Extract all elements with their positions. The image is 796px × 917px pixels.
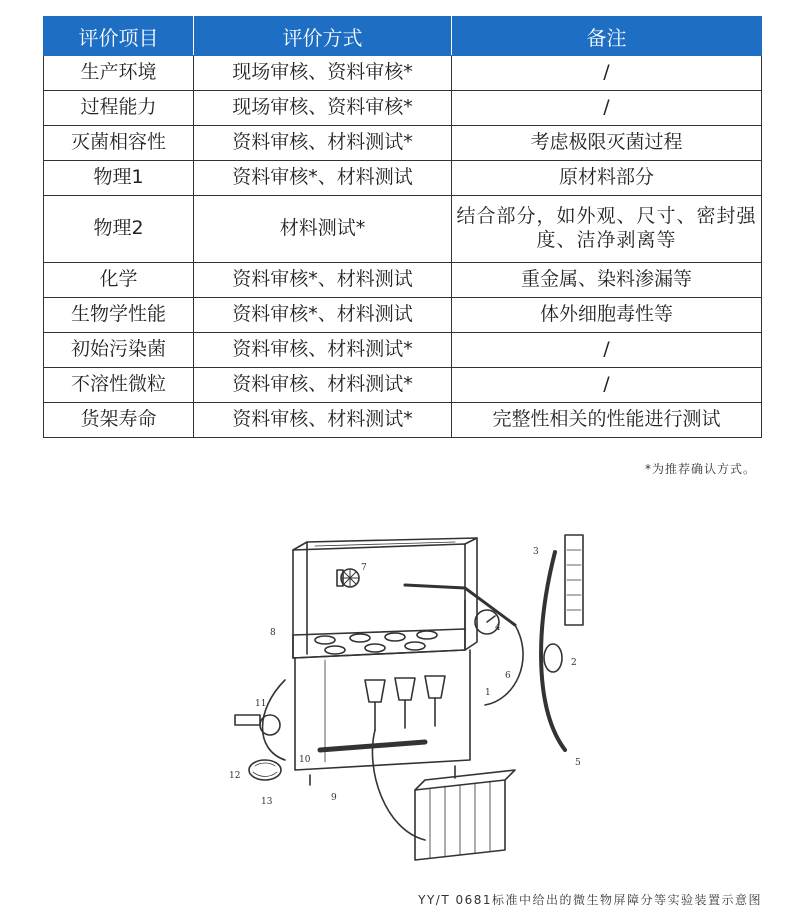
cell-note: 完整性相关的性能进行测试 — [452, 403, 762, 438]
cell-item: 生产环境 — [44, 56, 194, 91]
water-bath — [295, 650, 470, 785]
flowmeter — [541, 535, 583, 750]
cell-method: 现场审核、资料审核* — [194, 56, 452, 91]
cell-item: 货架寿命 — [44, 403, 194, 438]
cell-item: 化学 — [44, 263, 194, 298]
hole-plate — [293, 629, 465, 658]
cell-method: 材料测试* — [194, 196, 452, 263]
cell-note: / — [452, 333, 762, 368]
table-row — [44, 368, 762, 403]
table-row — [44, 196, 762, 263]
figure-label: 2 — [571, 658, 577, 668]
figure-label: 12 — [229, 771, 241, 781]
header-item: 评价项目 — [44, 17, 194, 56]
header-method: 评价方式 — [194, 17, 452, 56]
fan-unit — [337, 569, 359, 587]
figure-label: 6 — [505, 671, 511, 681]
figure-caption: YY/T 0681标准中给出的微生物屏障分等实验装置示意图 — [418, 893, 762, 907]
table-row — [44, 126, 762, 161]
cell-item: 物理2 — [44, 196, 194, 263]
cell-item: 过程能力 — [44, 91, 194, 126]
figure-label: 9 — [331, 793, 337, 803]
table-row — [44, 298, 762, 333]
header-note: 备注 — [452, 17, 762, 56]
cell-item: 灭菌相容性 — [44, 126, 194, 161]
pipe-system — [263, 585, 524, 840]
table-header-row — [44, 17, 762, 56]
evaluation-table — [43, 16, 762, 438]
cell-note: / — [452, 56, 762, 91]
footnote: *为推荐确认方式。 — [644, 462, 756, 476]
figure-label: 3 — [533, 547, 539, 557]
glass-cabinet — [293, 538, 477, 658]
test-containers — [365, 676, 445, 730]
cell-method: 资料审核*、材料测试 — [194, 298, 452, 333]
cell-method: 资料审核、材料测试* — [194, 333, 452, 368]
cell-item: 物理1 — [44, 161, 194, 196]
cell-note: / — [452, 368, 762, 403]
cell-note: 考虑极限灭菌过程 — [452, 126, 762, 161]
table-row — [44, 161, 762, 196]
table-row — [44, 263, 762, 298]
figure-label: 4 — [495, 623, 501, 633]
figure-label: 8 — [270, 628, 276, 638]
table-row — [44, 56, 762, 91]
table-row — [44, 91, 762, 126]
cell-item: 初始污染菌 — [44, 333, 194, 368]
apparatus-figure — [215, 530, 595, 875]
figure-label: 10 — [299, 755, 311, 765]
control-boxes — [415, 770, 515, 860]
cell-method: 资料审核、材料测试* — [194, 368, 452, 403]
figure-label: 1 — [485, 688, 491, 698]
figure-label: 5 — [575, 758, 581, 768]
cell-item: 生物学性能 — [44, 298, 194, 333]
cell-item: 不溶性微粒 — [44, 368, 194, 403]
table-row — [44, 403, 762, 438]
cell-method: 资料审核、材料测试* — [194, 403, 452, 438]
cell-method: 资料审核*、材料测试 — [194, 263, 452, 298]
figure-label: 13 — [261, 797, 273, 807]
cell-note: 体外细胞毒性等 — [452, 298, 762, 333]
figure-label: 7 — [361, 563, 367, 573]
table-row — [44, 333, 762, 368]
cell-note: 结合部分，如外观、尺寸、密封强度、洁净剥离等 — [452, 196, 762, 263]
cell-method: 现场审核、资料审核* — [194, 91, 452, 126]
cell-method: 资料审核、材料测试* — [194, 126, 452, 161]
cell-note: 原材料部分 — [452, 161, 762, 196]
figure-label: 11 — [255, 699, 267, 709]
left-components — [235, 715, 281, 780]
cell-note: / — [452, 91, 762, 126]
cell-method: 资料审核*、材料测试 — [194, 161, 452, 196]
cell-note: 重金属、染料渗漏等 — [452, 263, 762, 298]
